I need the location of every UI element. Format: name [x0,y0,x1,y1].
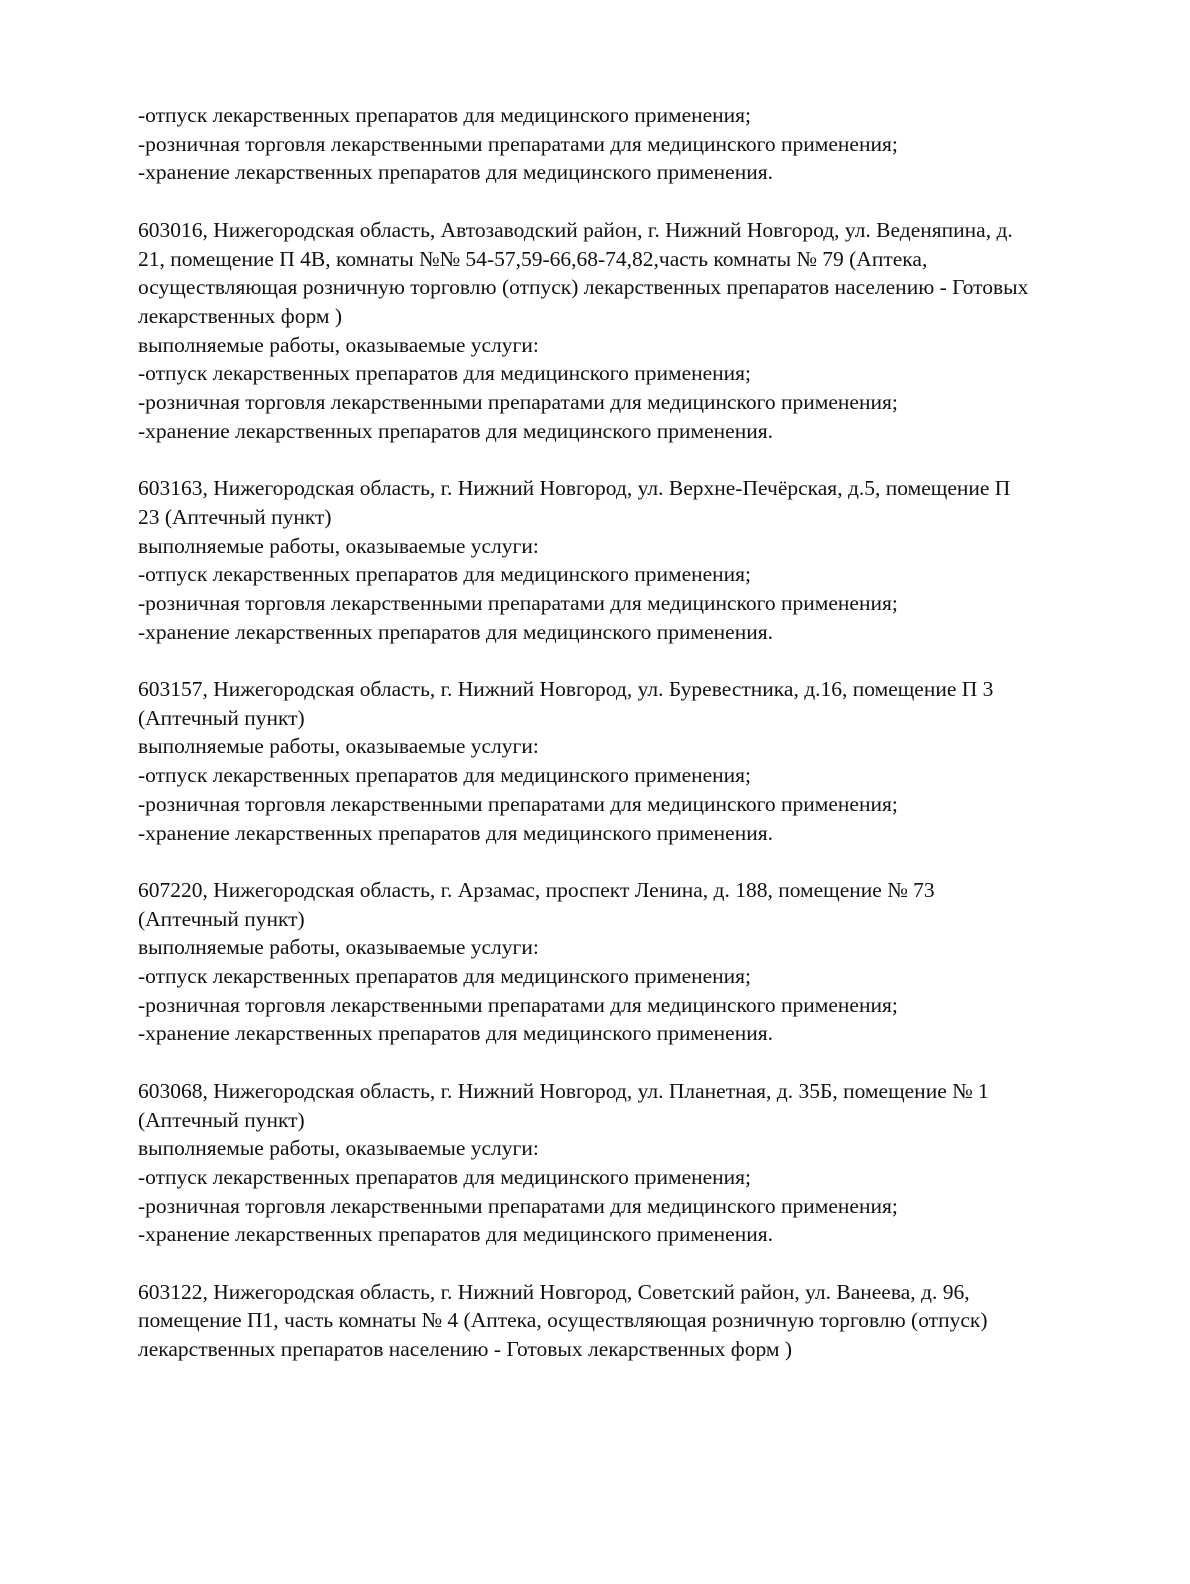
service-line: -хранение лекарственных препаратов для медицинского применения. [138,418,773,443]
address-line: (Аптечный пункт) [138,906,305,931]
service-line: -отпуск лекарственных препаратов для медицинского применения; [138,763,752,788]
pharmacy-entry [138,876,1128,1048]
address-line: (Аптечный пункт) [138,705,305,730]
service-line: -отпуск лекарственных препаратов для медицинского применения; [138,103,752,127]
address-line: лекарственных форм ) [138,303,343,328]
service-line: -хранение лекарственных препаратов для медицинского применения. [138,1222,773,1247]
pharmacy-entry [138,1278,1128,1364]
service-line: -хранение лекарственных препаратов для медицинского применения. [138,619,773,644]
document-body [138,101,1128,1364]
service-line: -розничная торговля лекарственными препаратами для медицинского применения; [138,131,898,156]
services-header: выполняемые работы, оказываемые услуги: [138,734,539,759]
service-line: -розничная торговля лекарственными препаратами для медицинского применения; [138,791,898,816]
service-line: -розничная торговля лекарственными препаратами для медицинского применения; [138,390,898,415]
address-line: (Аптечный пункт) [138,1107,305,1132]
address-line: осуществляющая розничную торговлю (отпуск) лекарственных препаратов населению - Готовых [138,275,1029,300]
address-line: 603122, Нижегородская область, г. Нижний Новгород, Советский район, ул. Ванеева, д. 96, [138,1279,970,1304]
address-line: 603068, Нижегородская область, г. Нижний Новгород, ул. Планетная, д. 35Б, помещение № 1 [138,1078,989,1103]
address-line: 603016, Нижегородская область, Автозаводский район, г. Нижний Новгород, ул. Веденяпина, д. [138,217,1013,242]
address-line: 603163, Нижегородская область, г. Нижний Новгород, ул. Верхне-Печёрская, д.5, помещение П [138,476,1011,501]
service-line: -хранение лекарственных препаратов для медицинского применения. [138,820,773,845]
service-line: -розничная торговля лекарственными препаратами для медицинского применения; [138,1193,898,1218]
intro-services-list [138,101,1128,187]
service-line: -розничная торговля лекарственными препаратами для медицинского применения; [138,590,898,615]
services-header: выполняемые работы, оказываемые услуги: [138,332,539,357]
address-line: 23 (Аптечный пункт) [138,504,332,529]
pharmacy-entry [138,474,1128,646]
service-line: -отпуск лекарственных препаратов для медицинского применения; [138,361,752,386]
service-line: -хранение лекарственных препаратов для медицинского применения. [138,160,773,185]
service-line: -отпуск лекарственных препаратов для медицинского применения; [138,1164,752,1189]
service-line: -хранение лекарственных препаратов для медицинского применения. [138,1021,773,1046]
service-line: -отпуск лекарственных препаратов для медицинского применения; [138,562,752,587]
pharmacy-entry [138,675,1128,847]
address-line: лекарственных препаратов населению - Готовых лекарственных форм ) [138,1337,793,1362]
pharmacy-entry [138,1077,1128,1249]
service-line: -отпуск лекарственных препаратов для медицинского применения; [138,964,752,989]
address-line: 603157, Нижегородская область, г. Нижний Новгород, ул. Буревестника, д.16, помещение П 3 [138,677,994,702]
pharmacy-entry [138,216,1128,446]
services-header: выполняемые работы, оказываемые услуги: [138,1136,539,1161]
address-line: 607220, Нижегородская область, г. Арзамас, проспект Ленина, д. 188, помещение № 73 [138,877,935,902]
services-header: выполняемые работы, оказываемые услуги: [138,533,539,558]
address-line: 21, помещение П 4В, комнаты №№ 54-57,59-66,68-74,82,часть комнаты № 79 (Аптека, [138,246,928,271]
address-line: помещение П1, часть комнаты № 4 (Аптека, осуществляющая розничную торговлю (отпуск) [138,1308,988,1333]
services-header: выполняемые работы, оказываемые услуги: [138,935,539,960]
service-line: -розничная торговля лекарственными препаратами для медицинского применения; [138,992,898,1017]
